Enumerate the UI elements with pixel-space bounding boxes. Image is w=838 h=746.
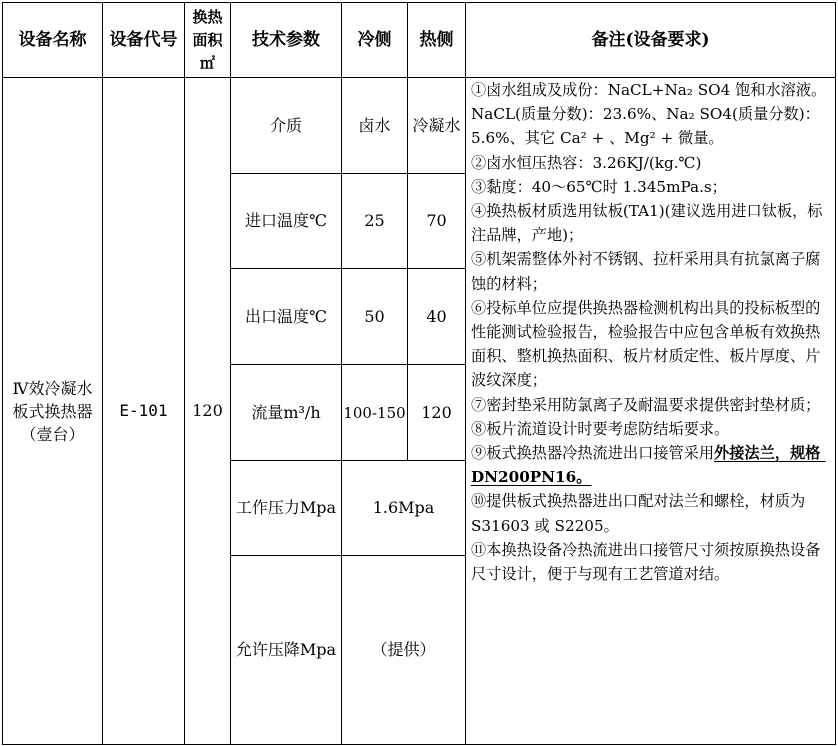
param-hot-value: 40 (426, 306, 447, 326)
header-equipment-name: 设备名称 (18, 30, 87, 50)
header-cold-side: 冷侧 (357, 30, 392, 50)
param-label: 出口温度℃ (245, 306, 327, 326)
remark-item: ⑦密封垫采用防氯离子及耐温要求提供密封垫材质； (471, 395, 821, 414)
param-hot-value: 120 (421, 402, 452, 422)
param-label: 进口温度℃ (245, 211, 327, 230)
header-tech-params: 技术参数 (252, 30, 320, 50)
param-label: 流量m³/h (251, 402, 321, 422)
heat-exchange-area: 120 (192, 401, 223, 420)
param-label: 介质 (269, 115, 302, 135)
param-hot-value: 70 (426, 211, 447, 230)
param-label: 工作压力Mpa (235, 498, 337, 517)
remark-item: ②卤水恒压热容：3.26KJ/(kg.℃) (471, 153, 702, 172)
remark-item: ⑧板片流道设计时要考虑防结垢要求。 (471, 419, 730, 438)
equipment-code: E-101 (119, 401, 168, 420)
remark-item: ⑩提供板式换热器进出口配对法兰和螺栓，材质为 S31603 或 S2205。 (471, 492, 810, 535)
equipment-name: Ⅳ效冷凝水 板式换热器 （壹台） (12, 378, 93, 444)
remark-item: ④换热板材质选用钛板(TA1)(建议选用进口钛板，标注品牌，产地)； (471, 202, 823, 245)
header-equipment-code: 设备代号 (109, 30, 178, 50)
header-hot-side: 热侧 (419, 30, 454, 50)
param-cold-value: 100-150 (343, 403, 406, 422)
param-merged-value: 1.6Mpa (372, 498, 435, 517)
header-remarks: 备注(设备要求) (591, 30, 710, 50)
remark-item: ①卤水组成及成份：NaCL+Na₂ SO4 饱和水溶液。NaCL(质量分数)：23.6%、Na₂ SO4(质量分数)：5.6%、其它 Ca² + 、Mg² + 微量。 (471, 81, 827, 148)
table-border-right (835, 2, 836, 745)
remark-item: ③黏度：40～65℃时 1.345mPa.s； (471, 177, 727, 196)
param-merged-value: （提供） (371, 640, 436, 659)
remark-emphasis: 外接法兰，规格 DN200PN16。 (471, 444, 826, 487)
remark-item: ⑤机架需整体外衬不锈钢、拉杆采用具有抗氯离子腐蚀的材料； (471, 250, 821, 293)
param-cold-value: 25 (364, 211, 385, 230)
remark-text: ⑨板式换热器冷热流进出口接管采用 (471, 444, 714, 463)
remarks-cell (471, 78, 833, 744)
param-cold-value: 50 (364, 306, 385, 326)
remark-item (471, 441, 833, 489)
remark-item: ⑥投标单位应提供换热器检测机构出具的投标板型的性能测试检验报告，检验报告中应包含单板有效换热面积、整机换热面积、板片材质定性、板片厚度、片波纹深度； (471, 298, 821, 390)
param-cold-value: 卤水 (358, 115, 391, 135)
col-divider-6 (465, 2, 466, 745)
table-border-bottom (2, 744, 836, 745)
header-area: 换热 面积 ㎡ (192, 7, 223, 72)
param-label: 允许压降Mpa (235, 640, 337, 659)
remark-item: ⑪本换热设备冷热流进出口接管尺寸须按原换热设备尺寸设计，便于与现有工艺管道对结。 (471, 540, 821, 584)
param-hot-value: 冷凝水 (412, 115, 461, 135)
